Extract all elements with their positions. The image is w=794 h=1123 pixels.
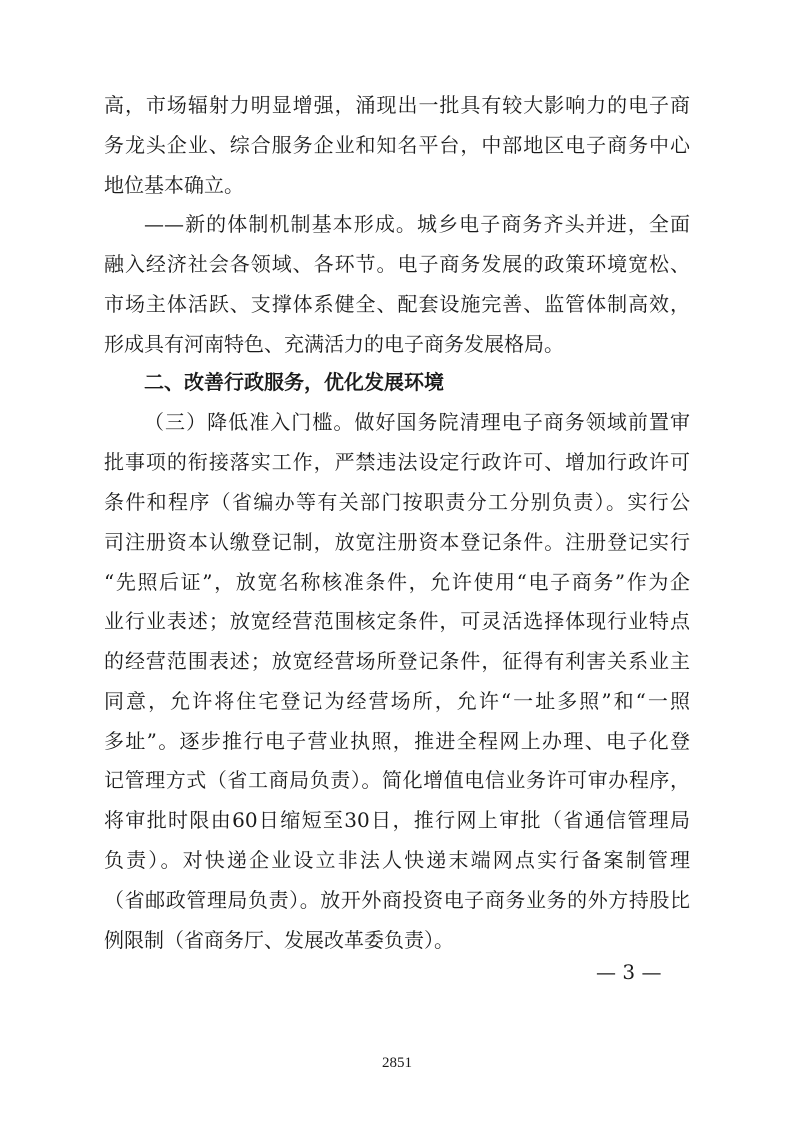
paragraph-line: 例限制（省商务厅、发展改革委负责）。 (104, 928, 454, 952)
paragraph-line: 同意，允许将住宅登记为经营场所，允许“一址多照”和“一照 (104, 689, 690, 713)
paragraph-line: 务龙头企业、综合服务企业和知名平台，中部地区电子商务中心 (104, 133, 690, 157)
footer-number: 2851 (382, 1055, 412, 1071)
paragraph-line: “先照后证”，放宽名称核准条件，允许使用“电子商务”作为企 (104, 570, 690, 594)
paragraph-line: （三）降低准入门槛。做好国务院清理电子商务领域前置审 (144, 410, 690, 434)
section-heading: 二、改善行政服务，优化发展环境 (144, 370, 444, 394)
paragraph-line: 高，市场辐射力明显增强，涌现出一批具有较大影响力的电子商 (104, 93, 690, 117)
paragraph-line: 形成具有河南特色、充满活力的电子商务发展格局。 (104, 332, 564, 356)
paragraph-line: 负责）。对快递企业设立非法人快递末端网点实行备案制管理 (104, 848, 690, 872)
paragraph-line: 将审批时限由60日缩短至30日，推行网上审批（省通信管理局 (104, 808, 690, 832)
paragraph-line: （省邮政管理局负责）。放开外商投资电子商务业务的外方持股比 (104, 888, 690, 912)
paragraph-line: 业行业表述；放宽经营范围核定条件，可灵活选择体现行业特点 (104, 609, 690, 633)
paragraph-line: 司注册资本认缴登记制，放宽注册资本登记条件。注册登记实行 (104, 530, 690, 554)
paragraph-line: 融入经济社会各领域、各环节。电子商务发展的政策环境宽松、 (104, 252, 690, 276)
paragraph-line: 批事项的衔接落实工作，严禁违法设定行政许可、增加行政许可 (104, 450, 690, 474)
paragraph-line: 的经营范围表述；放宽经营场所登记条件，征得有利害关系业主 (104, 649, 690, 673)
paragraph-line: ——新的体制机制基本形成。城乡电子商务齐头并进，全面 (144, 212, 690, 236)
paragraph-line: 多址”。逐步推行电子营业执照，推进全程网上办理、电子化登 (104, 729, 690, 753)
paragraph-line: 记管理方式（省工商局负责）。简化增值电信业务许可审办程序， (104, 768, 690, 792)
paragraph-line: 地位基本确立。 (104, 173, 244, 197)
paragraph-line: 市场主体活跃、支撑体系健全、配套设施完善、监管体制高效， (104, 292, 690, 316)
paragraph-line: 条件和程序（省编办等有关部门按职责分工分别负责）。实行公 (104, 490, 690, 514)
page-number: — 3 — (596, 960, 662, 984)
